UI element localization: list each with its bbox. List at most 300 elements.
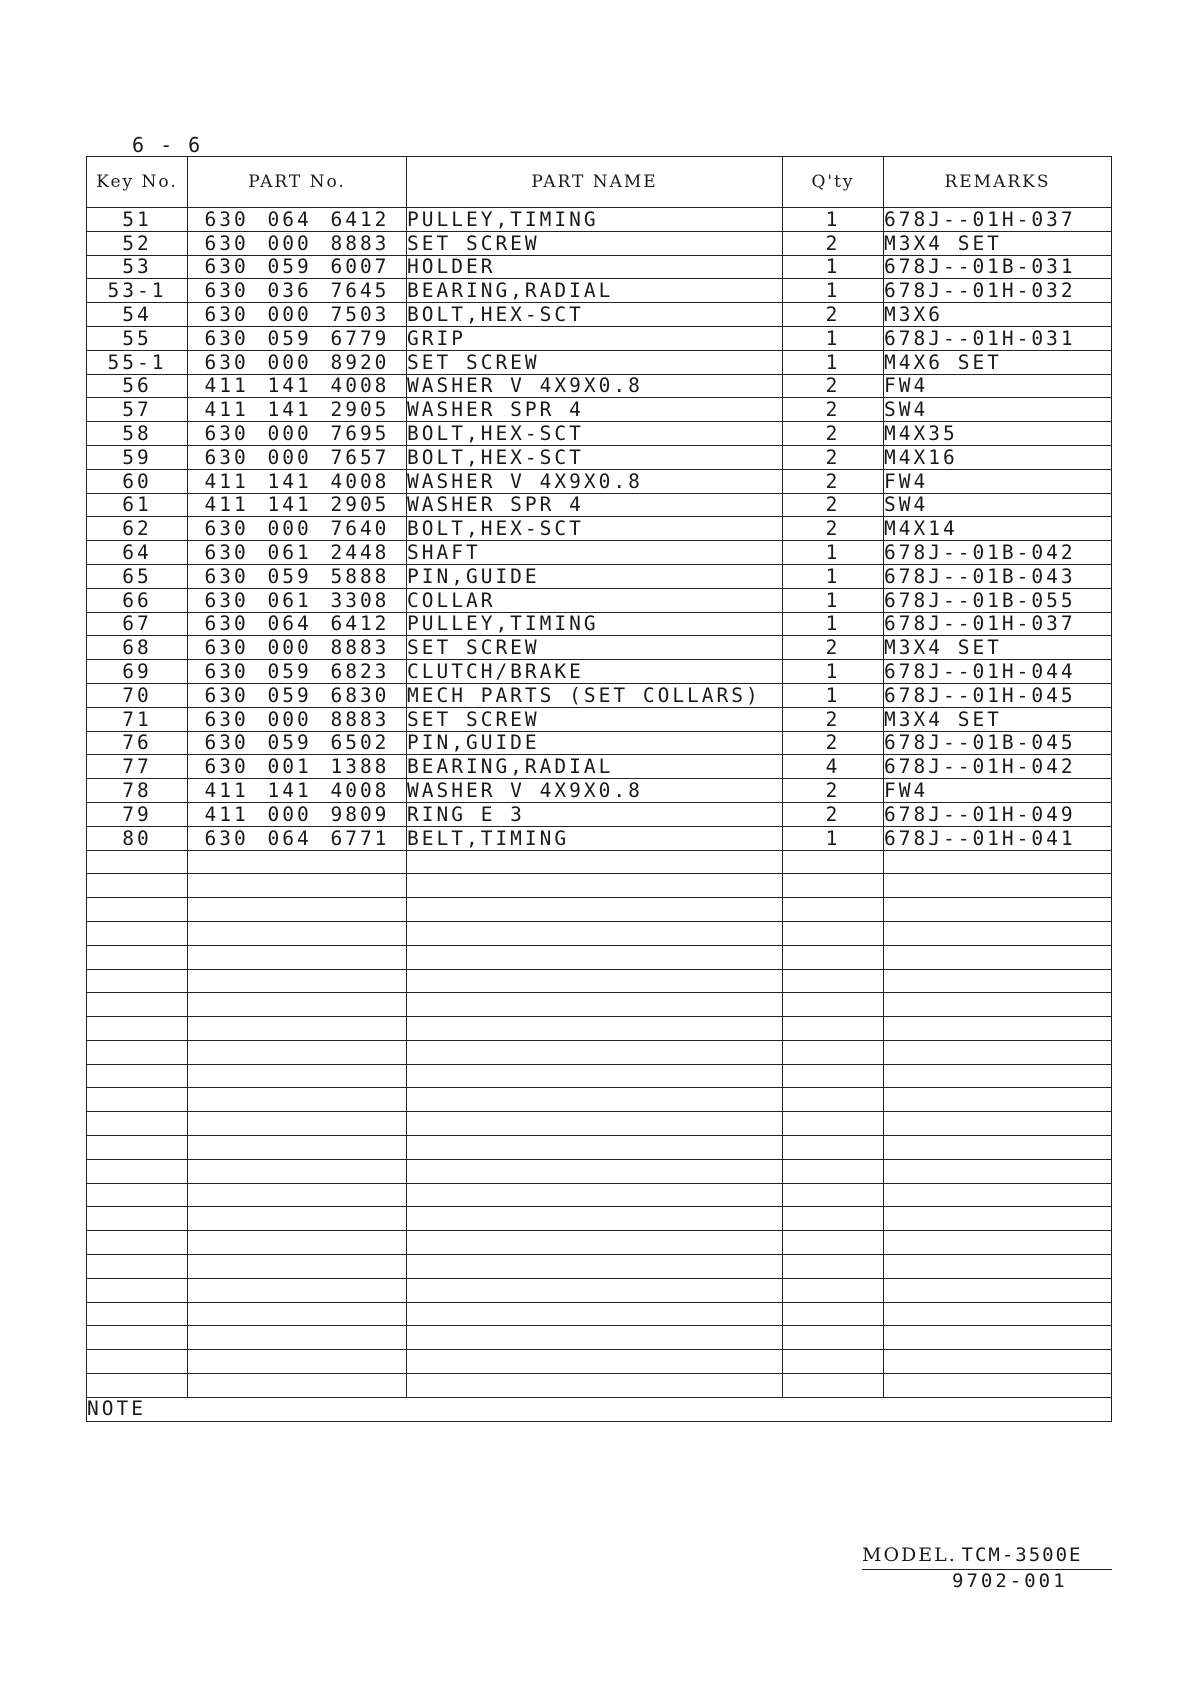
cell-part-name: BOLT,HEX-SCT bbox=[407, 422, 783, 446]
cell-part-no: 630 000 8883 bbox=[188, 636, 407, 660]
empty-cell bbox=[87, 1374, 188, 1398]
empty-cell bbox=[783, 1278, 884, 1302]
empty-table-row bbox=[87, 1159, 1112, 1183]
cell-qty: 1 bbox=[783, 326, 884, 350]
empty-cell bbox=[87, 1064, 188, 1088]
empty-cell bbox=[188, 1159, 407, 1183]
cell-qty: 1 bbox=[783, 541, 884, 565]
empty-cell bbox=[407, 1159, 783, 1183]
table-row bbox=[87, 755, 1112, 779]
cell-part-no: 630 000 7640 bbox=[188, 517, 407, 541]
empty-table-row bbox=[87, 1255, 1112, 1279]
empty-cell bbox=[884, 1207, 1112, 1231]
empty-table-row bbox=[87, 1326, 1112, 1350]
empty-cell bbox=[783, 1207, 884, 1231]
cell-qty: 1 bbox=[783, 255, 884, 279]
table-row bbox=[87, 588, 1112, 612]
cell-part-no: 411 141 2905 bbox=[188, 398, 407, 422]
empty-cell bbox=[188, 921, 407, 945]
cell-part-no: 411 141 4008 bbox=[188, 779, 407, 803]
empty-cell bbox=[783, 1374, 884, 1398]
empty-table-row bbox=[87, 921, 1112, 945]
empty-cell bbox=[87, 1326, 188, 1350]
empty-cell bbox=[188, 1302, 407, 1326]
empty-cell bbox=[783, 1159, 884, 1183]
cell-key-no: 58 bbox=[87, 422, 188, 446]
empty-cell bbox=[884, 1302, 1112, 1326]
cell-remarks: 678J--01H-045 bbox=[884, 683, 1112, 707]
empty-cell bbox=[407, 1326, 783, 1350]
cell-remarks: M4X35 bbox=[884, 422, 1112, 446]
empty-cell bbox=[407, 1207, 783, 1231]
empty-cell bbox=[884, 1278, 1112, 1302]
empty-table-row bbox=[87, 874, 1112, 898]
empty-cell bbox=[188, 1374, 407, 1398]
cell-remarks: M3X4 SET bbox=[884, 636, 1112, 660]
empty-cell bbox=[884, 1374, 1112, 1398]
cell-remarks: FW4 bbox=[884, 779, 1112, 803]
cell-part-no: 630 000 8883 bbox=[188, 707, 407, 731]
cell-remarks: M4X14 bbox=[884, 517, 1112, 541]
empty-cell bbox=[884, 850, 1112, 874]
table-row bbox=[87, 612, 1112, 636]
table-row bbox=[87, 802, 1112, 826]
table-row bbox=[87, 208, 1112, 232]
empty-cell bbox=[188, 1040, 407, 1064]
table-row bbox=[87, 707, 1112, 731]
cell-part-name: SET SCREW bbox=[407, 350, 783, 374]
table-header-row bbox=[87, 157, 1112, 208]
header-part-no: PART No. bbox=[188, 157, 407, 208]
cell-qty: 2 bbox=[783, 707, 884, 731]
header-remarks: REMARKS bbox=[884, 157, 1112, 208]
empty-cell bbox=[188, 993, 407, 1017]
empty-table-row bbox=[87, 1231, 1112, 1255]
empty-cell bbox=[783, 993, 884, 1017]
table-row bbox=[87, 231, 1112, 255]
empty-cell bbox=[407, 1374, 783, 1398]
cell-qty: 2 bbox=[783, 493, 884, 517]
empty-cell bbox=[407, 1112, 783, 1136]
cell-key-no: 64 bbox=[87, 541, 188, 565]
cell-part-name: WASHER SPR 4 bbox=[407, 398, 783, 422]
table-row bbox=[87, 279, 1112, 303]
empty-cell bbox=[188, 850, 407, 874]
table-row bbox=[87, 683, 1112, 707]
header-qty: Q'ty bbox=[783, 157, 884, 208]
cell-qty: 2 bbox=[783, 731, 884, 755]
empty-cell bbox=[87, 1088, 188, 1112]
cell-part-name: PULLEY,TIMING bbox=[407, 612, 783, 636]
cell-key-no: 55-1 bbox=[87, 350, 188, 374]
cell-qty: 2 bbox=[783, 517, 884, 541]
empty-cell bbox=[407, 1302, 783, 1326]
page-reference: 6 - 6 bbox=[132, 133, 203, 157]
empty-table-row bbox=[87, 1112, 1112, 1136]
cell-qty: 2 bbox=[783, 422, 884, 446]
table-row bbox=[87, 660, 1112, 684]
cell-part-name: BELT,TIMING bbox=[407, 826, 783, 850]
empty-table-row bbox=[87, 1207, 1112, 1231]
cell-part-no: 630 001 1388 bbox=[188, 755, 407, 779]
cell-part-name: SET SCREW bbox=[407, 231, 783, 255]
cell-part-no: 630 059 6779 bbox=[188, 326, 407, 350]
empty-cell bbox=[783, 1112, 884, 1136]
empty-cell bbox=[884, 945, 1112, 969]
cell-remarks: 678J--01B-043 bbox=[884, 564, 1112, 588]
empty-cell bbox=[188, 1231, 407, 1255]
empty-cell bbox=[87, 993, 188, 1017]
empty-cell bbox=[188, 969, 407, 993]
cell-part-name: WASHER V 4X9X0.8 bbox=[407, 779, 783, 803]
empty-cell bbox=[407, 969, 783, 993]
table-row bbox=[87, 826, 1112, 850]
empty-cell bbox=[884, 1326, 1112, 1350]
parts-table-body bbox=[87, 208, 1112, 1398]
cell-qty: 2 bbox=[783, 779, 884, 803]
model-value: TCM-3500E bbox=[961, 1544, 1083, 1566]
cell-remarks: M3X4 SET bbox=[884, 707, 1112, 731]
empty-cell bbox=[87, 1350, 188, 1374]
table-row bbox=[87, 398, 1112, 422]
empty-cell bbox=[87, 1017, 188, 1041]
cell-part-name: BOLT,HEX-SCT bbox=[407, 303, 783, 327]
cell-remarks: 678J--01H-032 bbox=[884, 279, 1112, 303]
empty-table-row bbox=[87, 993, 1112, 1017]
cell-remarks: FW4 bbox=[884, 374, 1112, 398]
cell-key-no: 78 bbox=[87, 779, 188, 803]
cell-remarks: 678J--01H-042 bbox=[884, 755, 1112, 779]
cell-part-name: PULLEY,TIMING bbox=[407, 208, 783, 232]
empty-cell bbox=[783, 1136, 884, 1160]
cell-part-name: PIN,GUIDE bbox=[407, 731, 783, 755]
empty-cell bbox=[407, 1278, 783, 1302]
empty-cell bbox=[87, 850, 188, 874]
cell-remarks: 678J--01H-049 bbox=[884, 802, 1112, 826]
empty-cell bbox=[87, 1278, 188, 1302]
cell-key-no: 77 bbox=[87, 755, 188, 779]
empty-cell bbox=[884, 1064, 1112, 1088]
empty-cell bbox=[884, 1040, 1112, 1064]
cell-part-no: 411 141 2905 bbox=[188, 493, 407, 517]
cell-remarks: 678J--01H-037 bbox=[884, 208, 1112, 232]
table-row bbox=[87, 779, 1112, 803]
empty-cell bbox=[87, 1159, 188, 1183]
empty-cell bbox=[407, 1017, 783, 1041]
empty-cell bbox=[884, 921, 1112, 945]
empty-cell bbox=[87, 1183, 188, 1207]
cell-key-no: 53-1 bbox=[87, 279, 188, 303]
empty-cell bbox=[407, 1231, 783, 1255]
empty-cell bbox=[188, 1183, 407, 1207]
empty-cell bbox=[407, 898, 783, 922]
empty-cell bbox=[407, 1064, 783, 1088]
empty-cell bbox=[884, 1088, 1112, 1112]
empty-cell bbox=[188, 1064, 407, 1088]
empty-cell bbox=[783, 1302, 884, 1326]
empty-cell bbox=[783, 1231, 884, 1255]
empty-cell bbox=[407, 945, 783, 969]
empty-cell bbox=[188, 1350, 407, 1374]
cell-key-no: 80 bbox=[87, 826, 188, 850]
cell-part-name: CLUTCH/BRAKE bbox=[407, 660, 783, 684]
cell-key-no: 59 bbox=[87, 445, 188, 469]
empty-cell bbox=[87, 969, 188, 993]
cell-qty: 2 bbox=[783, 398, 884, 422]
cell-remarks: M3X6 bbox=[884, 303, 1112, 327]
empty-cell bbox=[783, 969, 884, 993]
cell-qty: 1 bbox=[783, 826, 884, 850]
empty-cell bbox=[87, 1207, 188, 1231]
cell-key-no: 61 bbox=[87, 493, 188, 517]
cell-qty: 1 bbox=[783, 208, 884, 232]
empty-cell bbox=[407, 1136, 783, 1160]
empty-cell bbox=[188, 1136, 407, 1160]
empty-cell bbox=[783, 921, 884, 945]
empty-cell bbox=[884, 874, 1112, 898]
empty-table-row bbox=[87, 1064, 1112, 1088]
cell-part-no: 630 064 6771 bbox=[188, 826, 407, 850]
cell-qty: 4 bbox=[783, 755, 884, 779]
cell-part-no: 411 000 9809 bbox=[188, 802, 407, 826]
table-row bbox=[87, 374, 1112, 398]
cell-key-no: 55 bbox=[87, 326, 188, 350]
empty-cell bbox=[407, 1255, 783, 1279]
empty-cell bbox=[407, 1040, 783, 1064]
note-row bbox=[87, 1397, 1112, 1421]
table-row bbox=[87, 564, 1112, 588]
cell-qty: 2 bbox=[783, 636, 884, 660]
cell-remarks: 678J--01H-044 bbox=[884, 660, 1112, 684]
empty-cell bbox=[188, 1326, 407, 1350]
empty-cell bbox=[783, 1017, 884, 1041]
cell-remarks: 678J--01B-045 bbox=[884, 731, 1112, 755]
cell-qty: 2 bbox=[783, 802, 884, 826]
cell-remarks: SW4 bbox=[884, 493, 1112, 517]
cell-part-name: WASHER V 4X9X0.8 bbox=[407, 374, 783, 398]
empty-cell bbox=[87, 1136, 188, 1160]
empty-cell bbox=[407, 993, 783, 1017]
empty-cell bbox=[884, 1350, 1112, 1374]
table-row bbox=[87, 636, 1112, 660]
cell-key-no: 53 bbox=[87, 255, 188, 279]
empty-cell bbox=[407, 921, 783, 945]
parts-table bbox=[86, 156, 1112, 1422]
cell-qty: 1 bbox=[783, 279, 884, 303]
cell-key-no: 68 bbox=[87, 636, 188, 660]
cell-remarks: FW4 bbox=[884, 469, 1112, 493]
empty-cell bbox=[783, 945, 884, 969]
cell-key-no: 56 bbox=[87, 374, 188, 398]
empty-cell bbox=[884, 1183, 1112, 1207]
table-row bbox=[87, 445, 1112, 469]
empty-cell bbox=[188, 1207, 407, 1231]
empty-table-row bbox=[87, 1088, 1112, 1112]
table-row bbox=[87, 255, 1112, 279]
cell-part-no: 630 061 3308 bbox=[188, 588, 407, 612]
cell-part-name: BOLT,HEX-SCT bbox=[407, 517, 783, 541]
cell-part-no: 630 000 7503 bbox=[188, 303, 407, 327]
empty-cell bbox=[188, 1088, 407, 1112]
cell-remarks: M3X4 SET bbox=[884, 231, 1112, 255]
empty-table-row bbox=[87, 1374, 1112, 1398]
cell-part-name: MECH PARTS (SET COLLARS) bbox=[407, 683, 783, 707]
table-row bbox=[87, 541, 1112, 565]
cell-part-name: BEARING,RADIAL bbox=[407, 279, 783, 303]
header-part-name: PART NAME bbox=[407, 157, 783, 208]
cell-key-no: 60 bbox=[87, 469, 188, 493]
empty-cell bbox=[87, 1040, 188, 1064]
cell-key-no: 54 bbox=[87, 303, 188, 327]
cell-remarks: 678J--01B-031 bbox=[884, 255, 1112, 279]
empty-cell bbox=[884, 1231, 1112, 1255]
cell-part-no: 630 000 8883 bbox=[188, 231, 407, 255]
cell-part-name: SET SCREW bbox=[407, 636, 783, 660]
cell-key-no: 52 bbox=[87, 231, 188, 255]
cell-part-no: 630 000 7657 bbox=[188, 445, 407, 469]
cell-remarks: 678J--01B-055 bbox=[884, 588, 1112, 612]
empty-cell bbox=[884, 898, 1112, 922]
empty-cell bbox=[783, 1183, 884, 1207]
empty-cell bbox=[407, 1183, 783, 1207]
cell-part-no: 630 059 6502 bbox=[188, 731, 407, 755]
cell-key-no: 71 bbox=[87, 707, 188, 731]
cell-part-name: PIN,GUIDE bbox=[407, 564, 783, 588]
empty-cell bbox=[87, 921, 188, 945]
empty-cell bbox=[783, 1040, 884, 1064]
empty-cell bbox=[188, 874, 407, 898]
empty-cell bbox=[783, 1350, 884, 1374]
empty-table-row bbox=[87, 1017, 1112, 1041]
table-row bbox=[87, 731, 1112, 755]
empty-cell bbox=[884, 993, 1112, 1017]
empty-cell bbox=[783, 1064, 884, 1088]
empty-cell bbox=[188, 1112, 407, 1136]
empty-cell bbox=[783, 1088, 884, 1112]
empty-cell bbox=[884, 1136, 1112, 1160]
empty-cell bbox=[783, 874, 884, 898]
empty-cell bbox=[884, 969, 1112, 993]
table-row bbox=[87, 469, 1112, 493]
cell-qty: 1 bbox=[783, 564, 884, 588]
empty-cell bbox=[87, 1302, 188, 1326]
cell-key-no: 57 bbox=[87, 398, 188, 422]
empty-cell bbox=[783, 850, 884, 874]
empty-cell bbox=[87, 898, 188, 922]
empty-table-row bbox=[87, 1350, 1112, 1374]
cell-part-name: HOLDER bbox=[407, 255, 783, 279]
cell-qty: 2 bbox=[783, 374, 884, 398]
empty-cell bbox=[884, 1112, 1112, 1136]
cell-qty: 2 bbox=[783, 445, 884, 469]
empty-cell bbox=[407, 850, 783, 874]
cell-part-name: RING E 3 bbox=[407, 802, 783, 826]
empty-cell bbox=[884, 1255, 1112, 1279]
cell-part-no: 630 059 6830 bbox=[188, 683, 407, 707]
cell-key-no: 69 bbox=[87, 660, 188, 684]
cell-part-no: 630 059 5888 bbox=[188, 564, 407, 588]
cell-remarks: 678J--01H-041 bbox=[884, 826, 1112, 850]
cell-key-no: 62 bbox=[87, 517, 188, 541]
model-line bbox=[862, 1544, 1112, 1570]
empty-cell bbox=[87, 1255, 188, 1279]
document-code: 9702-001 bbox=[952, 1570, 1068, 1592]
empty-cell bbox=[884, 1159, 1112, 1183]
empty-table-row bbox=[87, 1040, 1112, 1064]
table-row bbox=[87, 422, 1112, 446]
cell-part-name: SET SCREW bbox=[407, 707, 783, 731]
empty-table-row bbox=[87, 1183, 1112, 1207]
cell-part-no: 630 064 6412 bbox=[188, 208, 407, 232]
cell-key-no: 67 bbox=[87, 612, 188, 636]
cell-part-no: 630 061 2448 bbox=[188, 541, 407, 565]
cell-part-name: BEARING,RADIAL bbox=[407, 755, 783, 779]
cell-part-no: 630 000 7695 bbox=[188, 422, 407, 446]
empty-cell bbox=[407, 1350, 783, 1374]
empty-table-row bbox=[87, 850, 1112, 874]
table-row bbox=[87, 326, 1112, 350]
table-row bbox=[87, 350, 1112, 374]
cell-remarks: 678J--01H-031 bbox=[884, 326, 1112, 350]
table-row bbox=[87, 303, 1112, 327]
empty-table-row bbox=[87, 1278, 1112, 1302]
cell-qty: 1 bbox=[783, 660, 884, 684]
cell-part-name: WASHER SPR 4 bbox=[407, 493, 783, 517]
cell-part-name: GRIP bbox=[407, 326, 783, 350]
empty-table-row bbox=[87, 1136, 1112, 1160]
cell-part-name: SHAFT bbox=[407, 541, 783, 565]
cell-part-no: 630 064 6412 bbox=[188, 612, 407, 636]
empty-cell bbox=[783, 898, 884, 922]
note-label: NOTE bbox=[87, 1397, 1112, 1421]
cell-key-no: 65 bbox=[87, 564, 188, 588]
cell-remarks: 678J--01B-042 bbox=[884, 541, 1112, 565]
empty-cell bbox=[188, 1017, 407, 1041]
cell-part-name: COLLAR bbox=[407, 588, 783, 612]
empty-table-row bbox=[87, 945, 1112, 969]
cell-part-name: WASHER V 4X9X0.8 bbox=[407, 469, 783, 493]
cell-part-name: BOLT,HEX-SCT bbox=[407, 445, 783, 469]
cell-part-no: 630 059 6007 bbox=[188, 255, 407, 279]
header-key-no: Key No. bbox=[87, 157, 188, 208]
cell-part-no: 411 141 4008 bbox=[188, 469, 407, 493]
cell-key-no: 51 bbox=[87, 208, 188, 232]
table-row bbox=[87, 517, 1112, 541]
empty-cell bbox=[188, 945, 407, 969]
empty-cell bbox=[87, 945, 188, 969]
cell-key-no: 66 bbox=[87, 588, 188, 612]
empty-cell bbox=[407, 1088, 783, 1112]
cell-remarks: M4X6 SET bbox=[884, 350, 1112, 374]
cell-remarks: M4X16 bbox=[884, 445, 1112, 469]
cell-qty: 1 bbox=[783, 683, 884, 707]
cell-part-no: 630 036 7645 bbox=[188, 279, 407, 303]
empty-cell bbox=[188, 898, 407, 922]
empty-cell bbox=[407, 874, 783, 898]
cell-key-no: 70 bbox=[87, 683, 188, 707]
cell-qty: 1 bbox=[783, 612, 884, 636]
empty-cell bbox=[87, 1231, 188, 1255]
cell-qty: 1 bbox=[783, 350, 884, 374]
cell-qty: 1 bbox=[783, 588, 884, 612]
empty-cell bbox=[783, 1326, 884, 1350]
empty-cell bbox=[87, 874, 188, 898]
empty-table-row bbox=[87, 969, 1112, 993]
cell-remarks: SW4 bbox=[884, 398, 1112, 422]
cell-qty: 2 bbox=[783, 303, 884, 327]
cell-part-no: 630 000 8920 bbox=[188, 350, 407, 374]
cell-qty: 2 bbox=[783, 469, 884, 493]
